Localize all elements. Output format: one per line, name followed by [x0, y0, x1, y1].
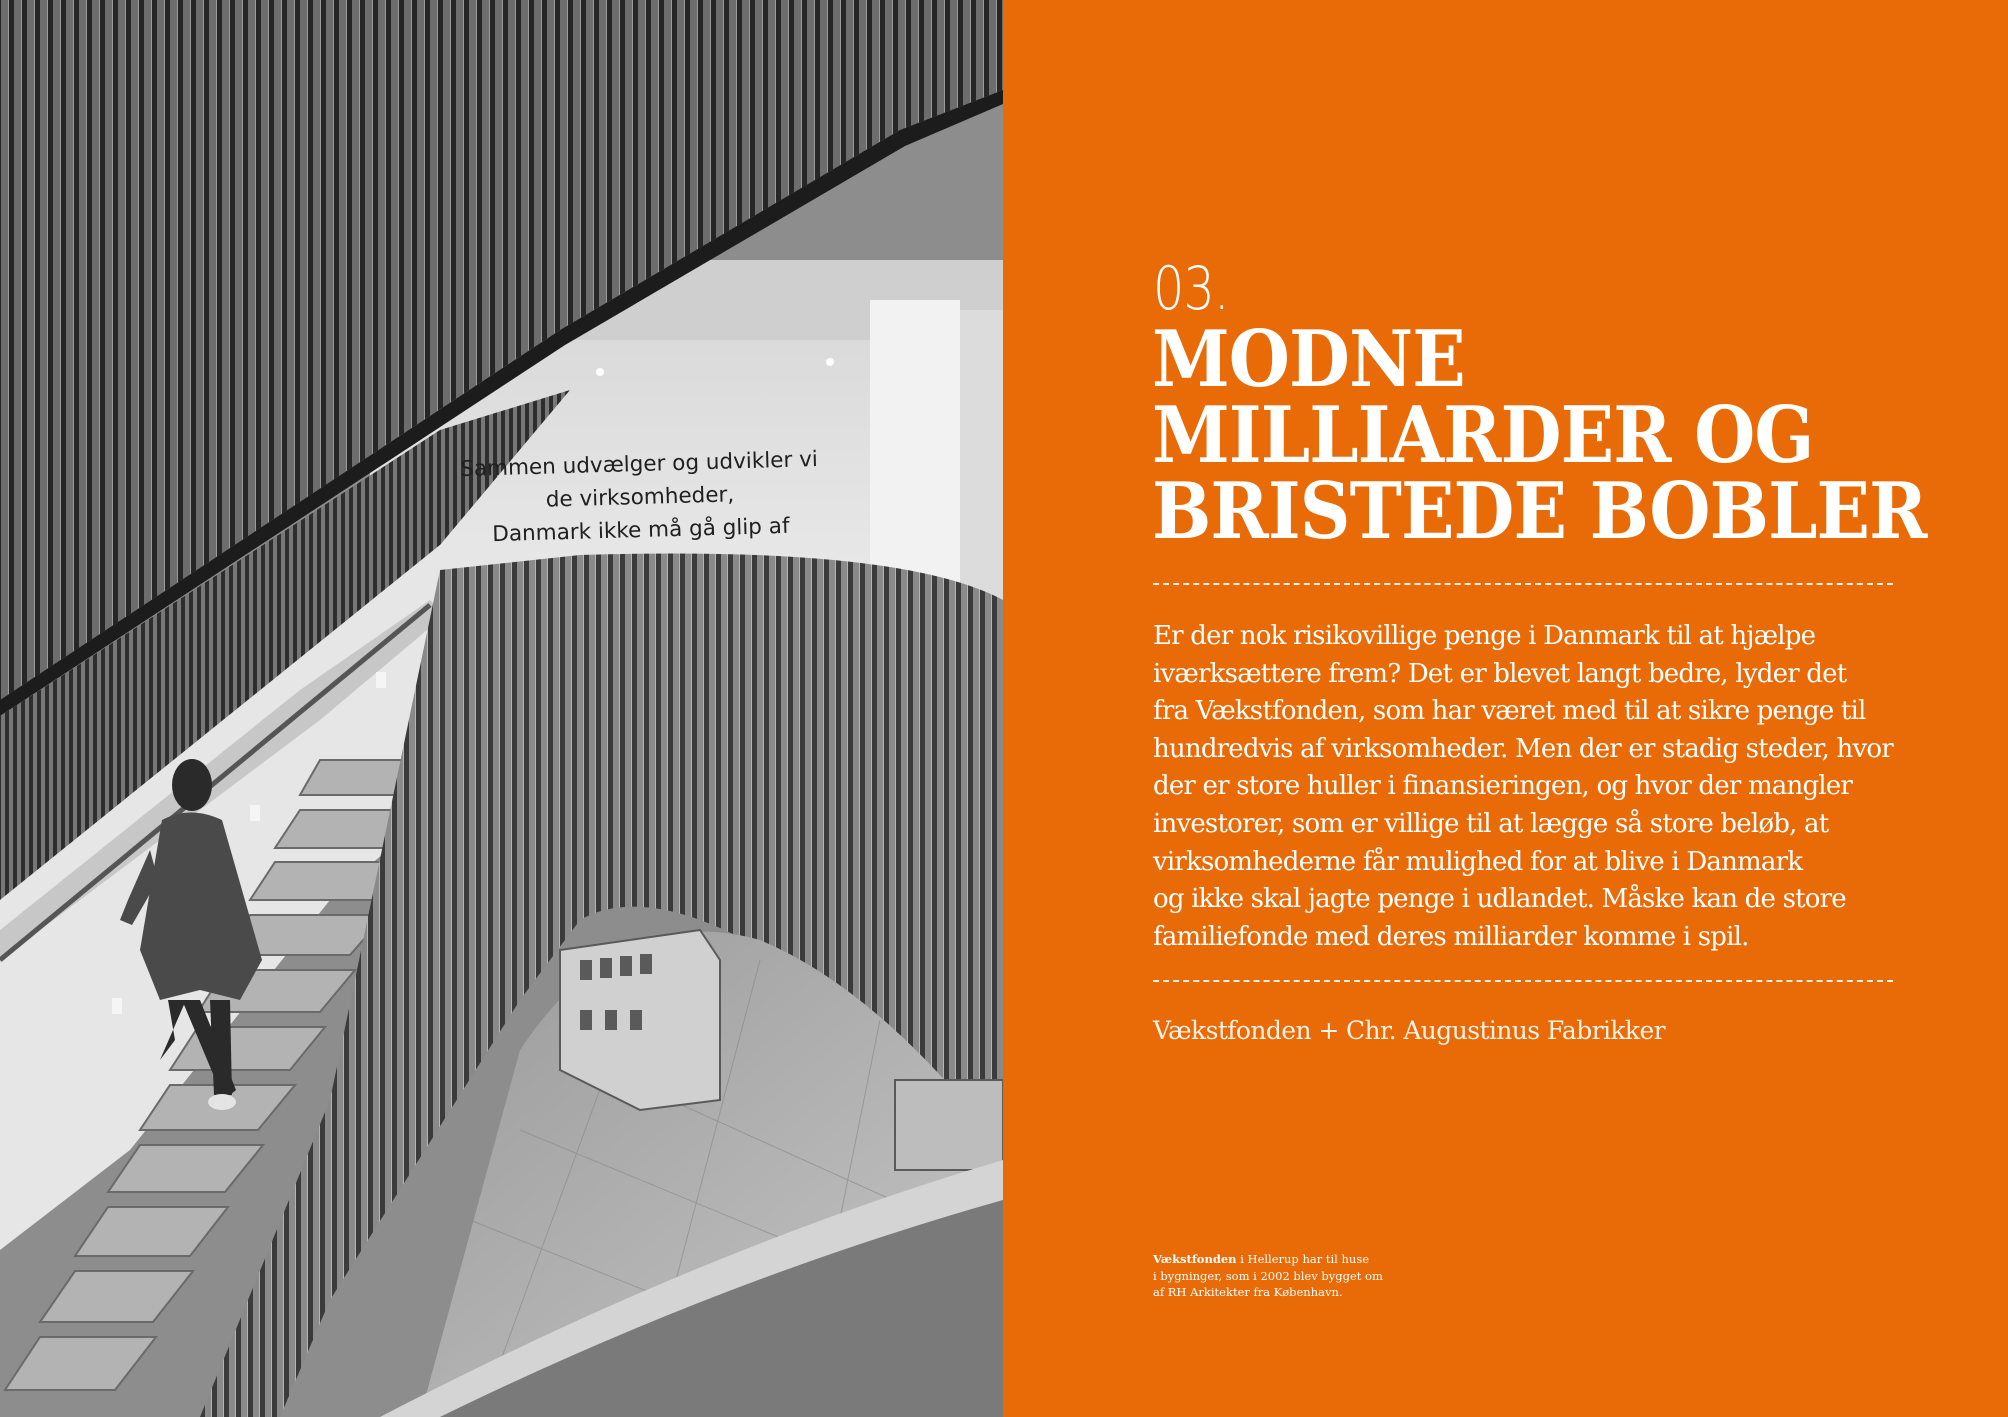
caption-line: i bygninger, som i 2002 blev bygget om [1153, 1268, 1383, 1283]
lead-line: der er store huller i finansieringen, og hvor der mangler [1153, 771, 1853, 802]
caption-line [1153, 1251, 1383, 1268]
caption-bold-name: Vækstfonden [1153, 1252, 1237, 1266]
staircase-photo-illustration [0, 0, 1003, 1417]
caption-line: af RH Arkitekter fra København. [1153, 1285, 1343, 1299]
lead-line: Er der nok risikovillige penge i Danmark til at hjælpe [1153, 621, 1816, 651]
staircase-photo [0, 0, 1003, 1417]
lead-line: familiefonde med deres milliarder komme i spil. [1153, 921, 1749, 952]
wall-quote-line: Danmark ikke må gå glip af [492, 513, 790, 548]
dashed-divider-top [1153, 583, 1893, 585]
headline-line: MILLIARDER OG [1152, 390, 1814, 481]
headline-line: MODNE [1152, 314, 1465, 405]
chapter-number: 03. [1153, 254, 1229, 324]
wall-quote [439, 442, 842, 552]
lead-line: hundredvis af virksomheder. Men der er stadig steder, hvor [1153, 733, 1893, 764]
lead-line: fra Vækstfonden, som har været med til at sikre penge til [1153, 696, 1866, 727]
caption-first-rest: i Hellerup har til huse [1236, 1252, 1370, 1266]
headline-line: BRISTEDE BOBLER [1152, 466, 1927, 557]
lead-line: investorer, som er villige til at lægge så store beløb, at [1153, 808, 1829, 839]
lead-line: og ikke skal jagte penge i udlandet. Måske kan de store [1153, 884, 1846, 915]
lead-line: iværksættere frem? Det er blevet langt bedre, lyder det [1153, 658, 1847, 689]
article-panel [1003, 0, 2008, 1417]
wall-quote-line: Sammen udvælger og udvikler vi [459, 447, 819, 483]
lead-line: virksomhederne får mulighed for at blive i Danmark [1153, 846, 1803, 877]
dashed-divider-bottom [1153, 980, 1893, 982]
wall-quote-line: de virksomheder, [545, 482, 735, 513]
headline [1152, 314, 1927, 557]
photo-caption [1153, 1251, 1383, 1301]
lead-paragraph [1153, 618, 1913, 956]
byline: Vækstfonden + Chr. Augustinus Fabrikker [1153, 1016, 1666, 1045]
